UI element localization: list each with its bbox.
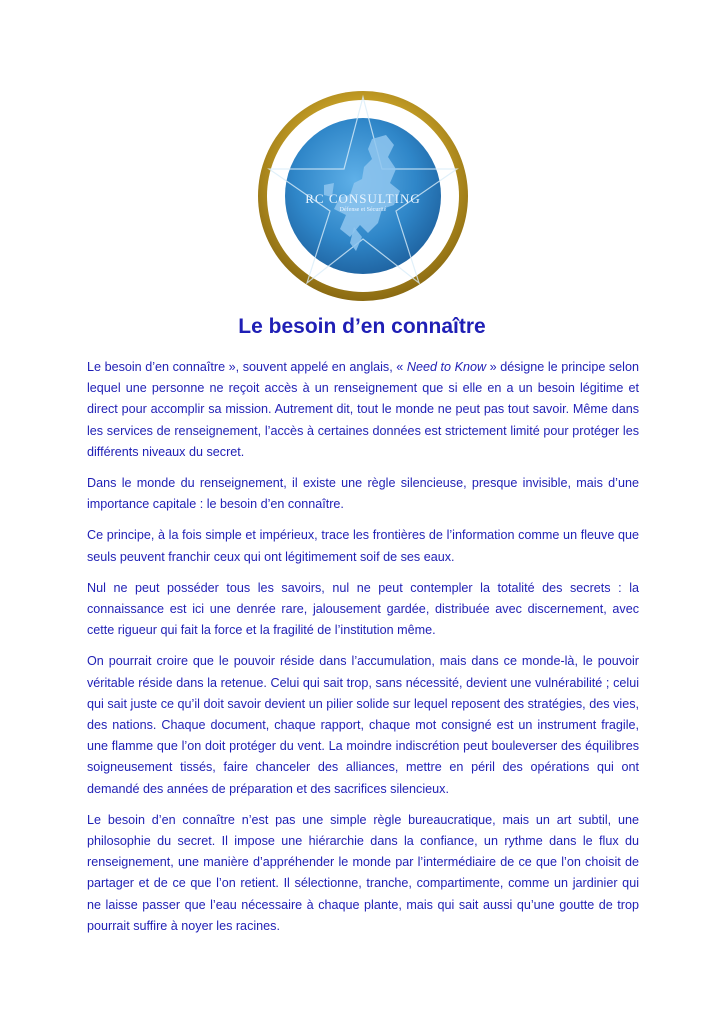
page-title: Le besoin d’en connaître (238, 315, 486, 338)
logo-tagline-text: Défense et Sécurité (339, 207, 387, 213)
need-to-know-term: Need to Know (406, 360, 487, 374)
paragraph: Nul ne peut posséder tous les savoirs, nul ne peut contempler la totalité des secrets : la connaissance est ici une denrée rare, jalousement gardée, distribuée avec discernement, avec cette rigueur qui fait la force et la fragilité de l’institution même. (87, 580, 639, 638)
paragraph: Ce principe, à la fois simple et impérieux, trace les frontières de l’information comme un fleuve que seuls peuvent franchir ceux qui ont légitimement soif de ses eaux. (87, 528, 639, 564)
document-body (87, 357, 639, 947)
paragraph: Dans le monde du renseignement, il existe une règle silencieuse, presque invisible, mais d’une importance capitale : le besoin d’en connaître. (87, 476, 639, 512)
paragraph: On pourrait croire que le pouvoir réside dans l’accumulation, mais dans ce monde-là, le pouvoir véritable réside dans la retenue. Celui qui sait trop, sans nécessité, devient une vulnérabilité ; celui qui sait juste ce qu’il doit savoir devient un pilier solide sur lequel reposent des stratégies, des vies, des nations. Chaque document, chaque rapport, chaque mot consigné est un instrument fragile, une flamme que l’on doit protéger du vent. La moindre indiscrétion peut bouleverser des équilibres soigneusement tissés, faire chanceler des alliances, mettre en péril des opérations qui ont demandé des années de préparation et des sacrifices silencieux. (87, 654, 639, 796)
paragraph: Le besoin d’en connaître », souvent appelé en anglais, « Need to Know » désigne le principe selon lequel une personne ne reçoit accès à un renseignement que si elle en a un besoin légitime et direct pour accomplir sa mission. Autrement dit, tout le monde ne peut pas tout savoir. Même dans les services de renseignement, l’accès à certaines données est strictement limité pour protéger les différents niveaux du secret. (87, 360, 639, 459)
logo-brand-text: RC CONSULTING (305, 191, 421, 206)
paragraph: Le besoin d’en connaître n’est pas une simple règle bureaucratique, mais un art subtil, une philosophie du secret. Il impose une hiérarchie dans la confiance, un rythme dans le flux du renseignement, une manière d’appréhender le monde par l’intermédiaire de ce que l’on choisit de partager et de ce que l’on retient. Il sélectionne, tranche, compartimente, comme un jardinier qui ne laisse passer que l’eau nécessaire à chaque plante, mais qui sait aussi qu’une goutte de trop pourrait suffire à noyer les racines. (87, 812, 639, 933)
company-logo (254, 87, 472, 305)
